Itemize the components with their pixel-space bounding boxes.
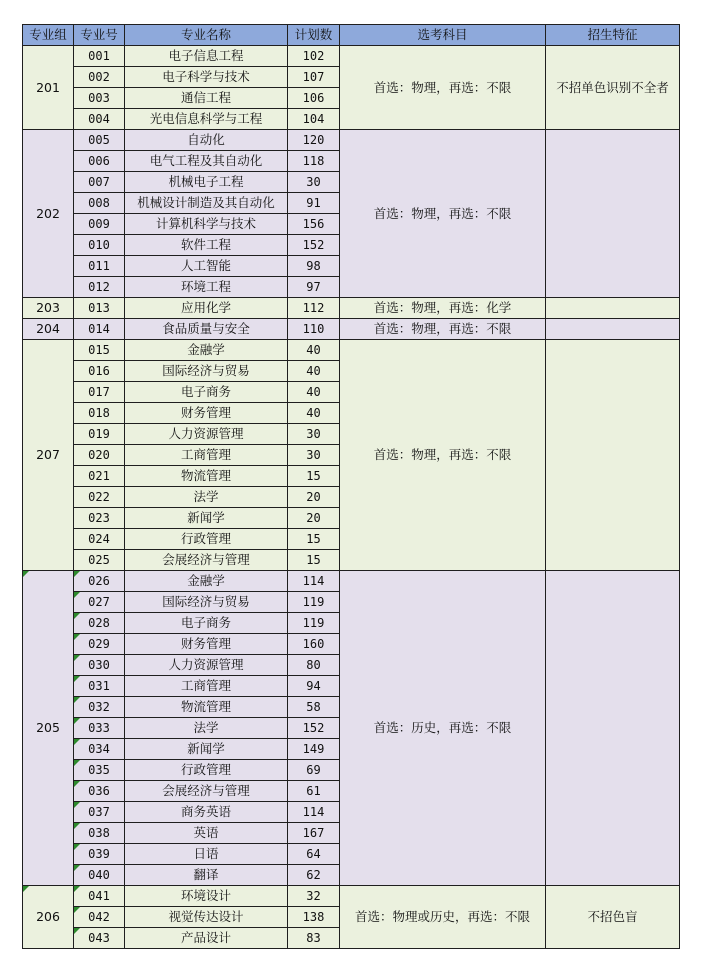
- major-name-cell: 通信工程: [125, 88, 288, 109]
- feature-cell: [546, 319, 680, 340]
- major-code-cell: 021: [74, 466, 125, 487]
- major-name-cell: 人力资源管理: [125, 655, 288, 676]
- major-name-cell: 国际经济与贸易: [125, 361, 288, 382]
- major-name-cell: 人力资源管理: [125, 424, 288, 445]
- subjects-cell: 首选：物理，再选：不限: [340, 46, 546, 130]
- feature-cell: [546, 298, 680, 319]
- major-name-cell: 产品设计: [125, 928, 288, 949]
- plan-count-cell: 40: [288, 403, 340, 424]
- major-code-cell: 010: [74, 235, 125, 256]
- plan-count-cell: 138: [288, 907, 340, 928]
- major-code-cell: 020: [74, 445, 125, 466]
- plan-count-cell: 30: [288, 172, 340, 193]
- subjects-cell: 首选：历史，再选：不限: [340, 571, 546, 886]
- major-name-cell: 计算机科学与技术: [125, 214, 288, 235]
- major-code-cell: 035: [74, 760, 125, 781]
- major-name-cell: 会展经济与管理: [125, 781, 288, 802]
- major-code-cell: 017: [74, 382, 125, 403]
- plan-count-cell: 91: [288, 193, 340, 214]
- major-name-cell: 电子科学与技术: [125, 67, 288, 88]
- feature-cell: 不招色盲: [546, 886, 680, 949]
- major-code-cell: 016: [74, 361, 125, 382]
- plan-count-cell: 102: [288, 46, 340, 67]
- header-feature: 招生特征: [546, 25, 680, 46]
- subjects-cell: 首选：物理，再选：不限: [340, 319, 546, 340]
- plan-count-cell: 30: [288, 445, 340, 466]
- feature-cell: [546, 340, 680, 571]
- major-name-cell: 电子商务: [125, 613, 288, 634]
- plan-count-cell: 119: [288, 592, 340, 613]
- plan-count-cell: 83: [288, 928, 340, 949]
- feature-cell: [546, 571, 680, 886]
- major-name-cell: 翻译: [125, 865, 288, 886]
- table-row: [23, 46, 680, 67]
- major-name-cell: 工商管理: [125, 445, 288, 466]
- major-code-cell: 015: [74, 340, 125, 361]
- subjects-cell: 首选：物理，再选：不限: [340, 130, 546, 298]
- major-code-cell: 024: [74, 529, 125, 550]
- header-major-code: 专业号: [74, 25, 125, 46]
- major-code-cell: 032: [74, 697, 125, 718]
- major-code-cell: 041: [74, 886, 125, 907]
- major-code-cell: 022: [74, 487, 125, 508]
- major-code-cell: 038: [74, 823, 125, 844]
- major-name-cell: 会展经济与管理: [125, 550, 288, 571]
- major-code-cell: 008: [74, 193, 125, 214]
- major-name-cell: 人工智能: [125, 256, 288, 277]
- plan-count-cell: 30: [288, 424, 340, 445]
- major-code-cell: 018: [74, 403, 125, 424]
- major-name-cell: 行政管理: [125, 760, 288, 781]
- major-name-cell: 财务管理: [125, 403, 288, 424]
- major-code-cell: 031: [74, 676, 125, 697]
- plan-count-cell: 118: [288, 151, 340, 172]
- major-name-cell: 新闻学: [125, 508, 288, 529]
- major-code-cell: 023: [74, 508, 125, 529]
- major-name-cell: 工商管理: [125, 676, 288, 697]
- major-name-cell: 自动化: [125, 130, 288, 151]
- group-cell: 201: [23, 46, 74, 130]
- major-code-cell: 009: [74, 214, 125, 235]
- group-cell: 202: [23, 130, 74, 298]
- plan-count-cell: 32: [288, 886, 340, 907]
- plan-count-cell: 110: [288, 319, 340, 340]
- major-name-cell: 应用化学: [125, 298, 288, 319]
- table-row: [23, 319, 680, 340]
- table-row: [23, 571, 680, 592]
- major-name-cell: 金融学: [125, 571, 288, 592]
- major-name-cell: 电子商务: [125, 382, 288, 403]
- plan-count-cell: 20: [288, 487, 340, 508]
- plan-count-cell: 15: [288, 529, 340, 550]
- major-name-cell: 软件工程: [125, 235, 288, 256]
- plan-count-cell: 104: [288, 109, 340, 130]
- major-name-cell: 商务英语: [125, 802, 288, 823]
- group-cell: 206: [23, 886, 74, 949]
- major-code-cell: 026: [74, 571, 125, 592]
- subjects-cell: 首选：物理或历史，再选：不限: [340, 886, 546, 949]
- table-row: [23, 298, 680, 319]
- header-group: 专业组: [23, 25, 74, 46]
- plan-count-cell: 40: [288, 361, 340, 382]
- plan-count-cell: 40: [288, 382, 340, 403]
- plan-count-cell: 15: [288, 550, 340, 571]
- group-cell: 203: [23, 298, 74, 319]
- major-name-cell: 环境设计: [125, 886, 288, 907]
- plan-count-cell: 64: [288, 844, 340, 865]
- major-name-cell: 国际经济与贸易: [125, 592, 288, 613]
- major-code-cell: 011: [74, 256, 125, 277]
- major-name-cell: 财务管理: [125, 634, 288, 655]
- major-code-cell: 004: [74, 109, 125, 130]
- header-subjects: 选考科目: [340, 25, 546, 46]
- plan-count-cell: 156: [288, 214, 340, 235]
- major-name-cell: 法学: [125, 487, 288, 508]
- plan-count-cell: 149: [288, 739, 340, 760]
- major-code-cell: 028: [74, 613, 125, 634]
- header-row: [23, 25, 680, 46]
- major-code-cell: 029: [74, 634, 125, 655]
- major-code-cell: 043: [74, 928, 125, 949]
- plan-count-cell: 152: [288, 235, 340, 256]
- major-code-cell: 014: [74, 319, 125, 340]
- major-code-cell: 034: [74, 739, 125, 760]
- major-name-cell: 视觉传达设计: [125, 907, 288, 928]
- group-cell: 207: [23, 340, 74, 571]
- plan-count-cell: 62: [288, 865, 340, 886]
- subjects-cell: 首选：物理，再选：化学: [340, 298, 546, 319]
- plan-count-cell: 40: [288, 340, 340, 361]
- subjects-cell: 首选：物理，再选：不限: [340, 340, 546, 571]
- major-name-cell: 电气工程及其自动化: [125, 151, 288, 172]
- major-code-cell: 033: [74, 718, 125, 739]
- major-name-cell: 英语: [125, 823, 288, 844]
- major-code-cell: 019: [74, 424, 125, 445]
- plan-count-cell: 152: [288, 718, 340, 739]
- major-code-cell: 039: [74, 844, 125, 865]
- major-code-cell: 001: [74, 46, 125, 67]
- plan-count-cell: 58: [288, 697, 340, 718]
- major-code-cell: 027: [74, 592, 125, 613]
- major-name-cell: 行政管理: [125, 529, 288, 550]
- plan-count-cell: 120: [288, 130, 340, 151]
- major-code-cell: 002: [74, 67, 125, 88]
- plan-count-cell: 69: [288, 760, 340, 781]
- major-code-cell: 036: [74, 781, 125, 802]
- major-code-cell: 006: [74, 151, 125, 172]
- feature-cell: [546, 130, 680, 298]
- header-major-name: 专业名称: [125, 25, 288, 46]
- plan-count-cell: 61: [288, 781, 340, 802]
- plan-count-cell: 80: [288, 655, 340, 676]
- plan-count-cell: 114: [288, 802, 340, 823]
- plan-count-cell: 94: [288, 676, 340, 697]
- major-code-cell: 007: [74, 172, 125, 193]
- major-code-cell: 042: [74, 907, 125, 928]
- major-name-cell: 光电信息科学与工程: [125, 109, 288, 130]
- major-name-cell: 物流管理: [125, 697, 288, 718]
- major-name-cell: 电子信息工程: [125, 46, 288, 67]
- major-name-cell: 金融学: [125, 340, 288, 361]
- plan-count-cell: 106: [288, 88, 340, 109]
- plan-count-cell: 107: [288, 67, 340, 88]
- major-name-cell: 法学: [125, 718, 288, 739]
- plan-count-cell: 114: [288, 571, 340, 592]
- plan-count-cell: 20: [288, 508, 340, 529]
- major-code-cell: 012: [74, 277, 125, 298]
- major-name-cell: 机械设计制造及其自动化: [125, 193, 288, 214]
- plan-count-cell: 97: [288, 277, 340, 298]
- admission-plan-table: [22, 24, 680, 949]
- plan-count-cell: 160: [288, 634, 340, 655]
- major-name-cell: 新闻学: [125, 739, 288, 760]
- major-code-cell: 037: [74, 802, 125, 823]
- major-name-cell: 日语: [125, 844, 288, 865]
- group-cell: 205: [23, 571, 74, 886]
- group-cell: 204: [23, 319, 74, 340]
- major-name-cell: 食品质量与安全: [125, 319, 288, 340]
- table-row: [23, 886, 680, 907]
- header-plan-count: 计划数: [288, 25, 340, 46]
- major-name-cell: 物流管理: [125, 466, 288, 487]
- table-row: [23, 340, 680, 361]
- major-name-cell: 环境工程: [125, 277, 288, 298]
- major-code-cell: 025: [74, 550, 125, 571]
- plan-count-cell: 167: [288, 823, 340, 844]
- plan-count-cell: 15: [288, 466, 340, 487]
- major-code-cell: 030: [74, 655, 125, 676]
- table-row: [23, 130, 680, 151]
- major-code-cell: 005: [74, 130, 125, 151]
- plan-count-cell: 119: [288, 613, 340, 634]
- plan-count-cell: 98: [288, 256, 340, 277]
- major-code-cell: 040: [74, 865, 125, 886]
- major-code-cell: 013: [74, 298, 125, 319]
- major-name-cell: 机械电子工程: [125, 172, 288, 193]
- major-code-cell: 003: [74, 88, 125, 109]
- feature-cell: 不招单色识别不全者: [546, 46, 680, 130]
- plan-count-cell: 112: [288, 298, 340, 319]
